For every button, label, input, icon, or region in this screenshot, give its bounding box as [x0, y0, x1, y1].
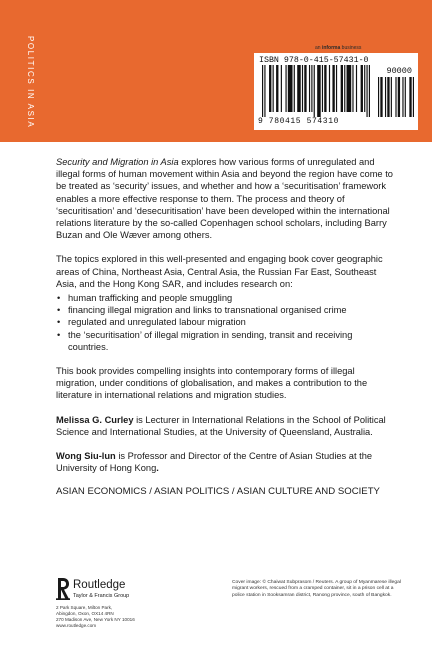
barcode-bar [269, 65, 271, 112]
barcode-bar [302, 65, 303, 112]
intro-paragraph-text: explores how various forms of unregulated and illegal forms of human movement within Asia and beyond the region have come to be treated as ‘security’ issues, and whether and how a ‘securitisation’ framework enables a more effective response to them. The process and theory of ‘securitisation’ and ‘desecuritisation’ have been developed within the international relations literature by the so-called Copenhagen school scholars, including Barry Buzan and Ole Wæver among others. [56, 157, 393, 241]
routledge-logo-icon [56, 578, 70, 600]
barcode-bar [405, 77, 406, 117]
barcode-bar [262, 65, 263, 117]
blurb-text [56, 156, 394, 499]
orange-header-band [0, 0, 432, 142]
barcode-bar [304, 65, 306, 112]
barcode-bar [366, 65, 367, 117]
list-item: • the ‘securitisation’ of illegal migration in sending, transit and receiving countries. [56, 329, 394, 353]
barcode-bar [324, 65, 326, 112]
address-line: 2 Park Square, Milton Park, [56, 605, 113, 610]
barcode-bar [288, 65, 293, 112]
barcode-bar [309, 65, 310, 112]
barcode-bar [322, 65, 323, 112]
barcode-bar [344, 65, 345, 112]
barcode-bar [285, 65, 286, 112]
imprint-brand: informa [321, 45, 341, 51]
barcode-bar [402, 77, 403, 117]
author-name-wong: Wong Siu-lun [56, 451, 116, 462]
series-label: POLITICS IN ASIA [26, 36, 35, 129]
address-line: Abingdon, Oxon, OX14 4RN [56, 611, 114, 616]
barcode-bar [347, 65, 352, 112]
cover-image-credit: Cover image: © Chaiwat Subprasom / Reuters. A group of Myanmarese illegal migrant workers, rescued from a cramped container, sit in a prison cell at a police station in Sooksamran district, Ranong province, south of Bangkok. [232, 580, 401, 598]
barcode-bar [341, 65, 343, 112]
barcode-bar [378, 77, 379, 117]
list-item: • human trafficking and people smuggling [56, 292, 394, 304]
list-item: • regulated and unregulated labour migration [56, 316, 394, 328]
topics-paragraph: The topics explored in this well-presented and engaging book cover geographic areas of China, Northeast Asia, Central Asia, the Russian Far East, Southeast Asia, and the Hong Kong SAR, and includes research on: [56, 254, 383, 289]
barcode-bar [409, 77, 411, 117]
barcode-bar [294, 65, 295, 112]
barcode-bar [264, 65, 265, 117]
address-line: 270 Madison Ave, New York NY 10016 [56, 617, 135, 622]
topics-list [56, 292, 394, 353]
barcode-bar [364, 65, 365, 112]
imprint-suffix: business [340, 45, 362, 51]
barcode-bar [391, 77, 392, 117]
intro-paragraph [56, 156, 394, 241]
author-bio-wong-text: is Professor and Director of the Centre of Asian Studies at the University of Hong Kong [56, 451, 373, 474]
author-bio-curley-text: is Lecturer in International Relations in the School of Political Science and International Studies, at the University of Queensland, Australia. [56, 414, 386, 437]
publisher-name: Routledge [73, 579, 126, 591]
barcode-bar [369, 65, 370, 117]
barcode-addon-bars [378, 77, 414, 117]
barcode-bar [317, 65, 321, 117]
publisher-address [56, 605, 206, 629]
barcode-bar [336, 65, 337, 112]
barcode-bar [387, 77, 389, 117]
barcode-main-bars [262, 65, 370, 117]
list-item: • financing illegal migration and links to transnational organised crime [56, 304, 394, 316]
isbn-barcode [254, 53, 418, 130]
barcode-bar [352, 65, 353, 112]
publisher-subtitle: Taylor & Francis Group [73, 593, 130, 599]
barcode-bar [276, 65, 278, 112]
insights-paragraph: This book provides compelling insights into contemporary forms of illegal migration, under conditions of globalisation, and makes a contribution to the literature in international relations and migration studies. [56, 366, 368, 401]
barcode-bar [273, 65, 274, 112]
barcode-addon-number: 90000 [386, 66, 412, 76]
address-line: www.routledge.com [56, 623, 97, 628]
barcode-bar [380, 77, 382, 117]
barcode-bar [385, 77, 386, 117]
author-bio-curley [56, 414, 394, 438]
informa-business-label [315, 45, 361, 51]
barcode-bar [314, 65, 315, 117]
subject-categories: ASIAN ECONOMICS / ASIAN POLITICS / ASIAN CULTURE AND SOCIETY [56, 486, 380, 498]
book-title-italic: Security and Migration in Asia [56, 157, 179, 167]
isbn-text: ISBN 978-0-415-57431-0 [259, 56, 369, 65]
barcode-bar [297, 65, 301, 112]
barcode-bar [332, 65, 334, 112]
author-name-curley: Melissa G. Curley [56, 414, 134, 425]
barcode-bar [398, 77, 400, 117]
barcode-bar [413, 77, 414, 117]
author-bio-wong [56, 450, 394, 474]
barcode-bar [361, 65, 363, 112]
barcode-bar [356, 65, 357, 112]
barcode-bar [281, 65, 282, 112]
barcode-bar [395, 77, 396, 117]
author-bio-wong-period: . [156, 463, 159, 474]
barcode-digits: 9 780415 574310 [258, 117, 340, 126]
imprint-prefix: an [315, 45, 322, 51]
barcode-bar [311, 65, 312, 112]
barcode-bar [329, 65, 330, 112]
